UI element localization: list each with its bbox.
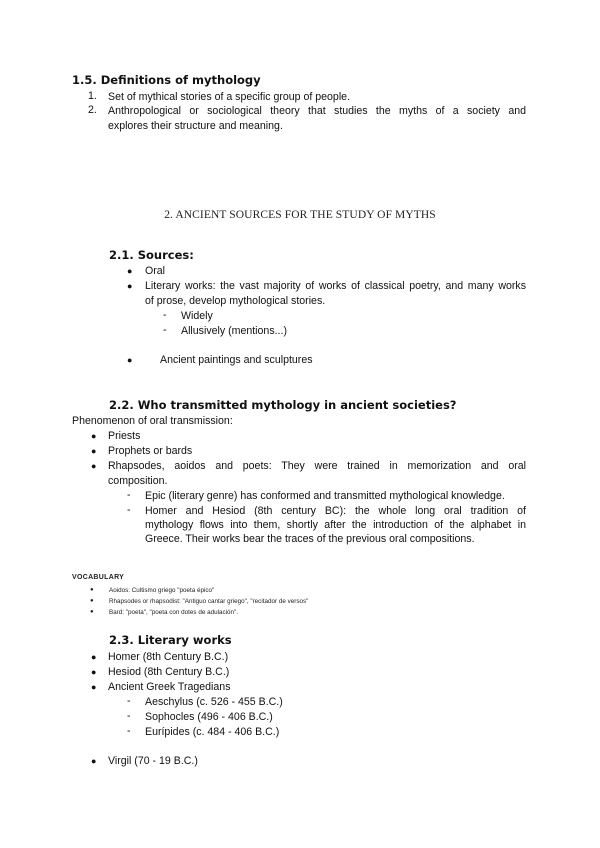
bullet-icon: ● [91,431,97,441]
bullet-icon: ● [90,609,94,615]
vocabulary-item: Rhapsodes or rhapsodist: "Antiguo cantar griego", "recitador de versos" [109,598,309,605]
list-item-line: Rhapsodes, aoidos and poets: They were trained in memorization and oral [108,460,526,472]
intro-text: Phenomenon of oral transmission: [72,415,233,427]
bullet-icon: ● [91,652,97,662]
bullet-icon: ● [127,281,133,291]
vocabulary-heading: VOCABULARY [72,574,125,581]
list-item-line: composition. [108,475,168,487]
list-item-line: Literary works: the vast majority of works of classical poetry, and many works [145,280,526,292]
sub-list-item: Sophocles (496 - 406 B.C.) [145,711,273,723]
vocabulary-item: Bard: "poeta", "poeta con dotes de adulación". [109,609,239,616]
list-item-line: Anthropological or sociological theory that studies the myths of a society and [108,105,526,117]
list-item-line: explores their structure and meaning. [108,120,283,132]
sub-list-item: Widely [181,310,213,322]
bullet-icon: ● [91,667,97,677]
dash-icon: - [127,489,131,501]
section-heading-2-2: 2.2. Who transmitted mythology in ancient societies? [109,398,457,412]
dash-icon: - [127,504,131,516]
list-item: Ancient paintings and sculptures [160,354,313,366]
dash-icon: - [127,710,131,722]
list-item: Set of mythical stories of a specific group of people. [108,91,351,103]
bullet-icon: ● [91,446,97,456]
dash-icon: - [127,725,131,737]
bullet-icon: ● [127,266,133,276]
dash-icon: - [163,324,167,336]
bullet-icon: ● [91,461,97,471]
sub-list-item: Epic (literary genre) has conformed and transmitted mythological knowledge. [145,490,505,502]
list-item: Hesiod (8th Century B.C.) [108,666,230,678]
sub-list-item: Aeschylus (c. 526 - 455 B.C.) [145,696,283,708]
bullet-icon: ● [91,756,97,766]
list-item: Ancient Greek Tragedians [108,681,231,693]
list-item: Oral [145,265,166,277]
list-number: 1. [88,90,97,102]
sub-list-item: Allusively (mentions...) [181,325,287,337]
dash-icon: - [127,695,131,707]
bullet-icon: ● [127,355,133,365]
section-heading-2-3: 2.3. Literary works [109,633,232,647]
list-item: Prophets or bards [108,445,193,457]
list-number: 2. [88,104,97,116]
section-heading-1-5: 1.5. Definitions of mythology [72,73,261,87]
list-item: Virgil (70 - 19 B.C.) [108,755,198,767]
sub-list-item-line: mythology flows into them, shortly after the introduction of the alphabet in [145,519,526,531]
list-item-line: of prose, develop mythological stories. [145,295,326,307]
chapter-heading: 2. ANCIENT SOURCES FOR THE STUDY OF MYTHS [164,209,436,221]
sub-list-item: Eurípides (c. 484 - 406 B.C.) [145,726,280,738]
dash-icon: - [163,309,167,321]
list-item: Homer (8th Century B.C.) [108,651,229,663]
sub-list-item-line: Homer and Hesiod (8th century BC): the whole long oral tradition of [145,505,526,517]
bullet-icon: ● [90,598,94,604]
section-heading-2-1: 2.1. Sources: [109,248,194,262]
sub-list-item-line: Greece. Their works bear the traces of the previous oral compositions. [145,533,475,545]
bullet-icon: ● [90,587,94,593]
list-item: Priests [108,430,141,442]
bullet-icon: ● [91,682,97,692]
vocabulary-item: Aoidos: Cultismo griego "poeta épico" [109,587,215,594]
